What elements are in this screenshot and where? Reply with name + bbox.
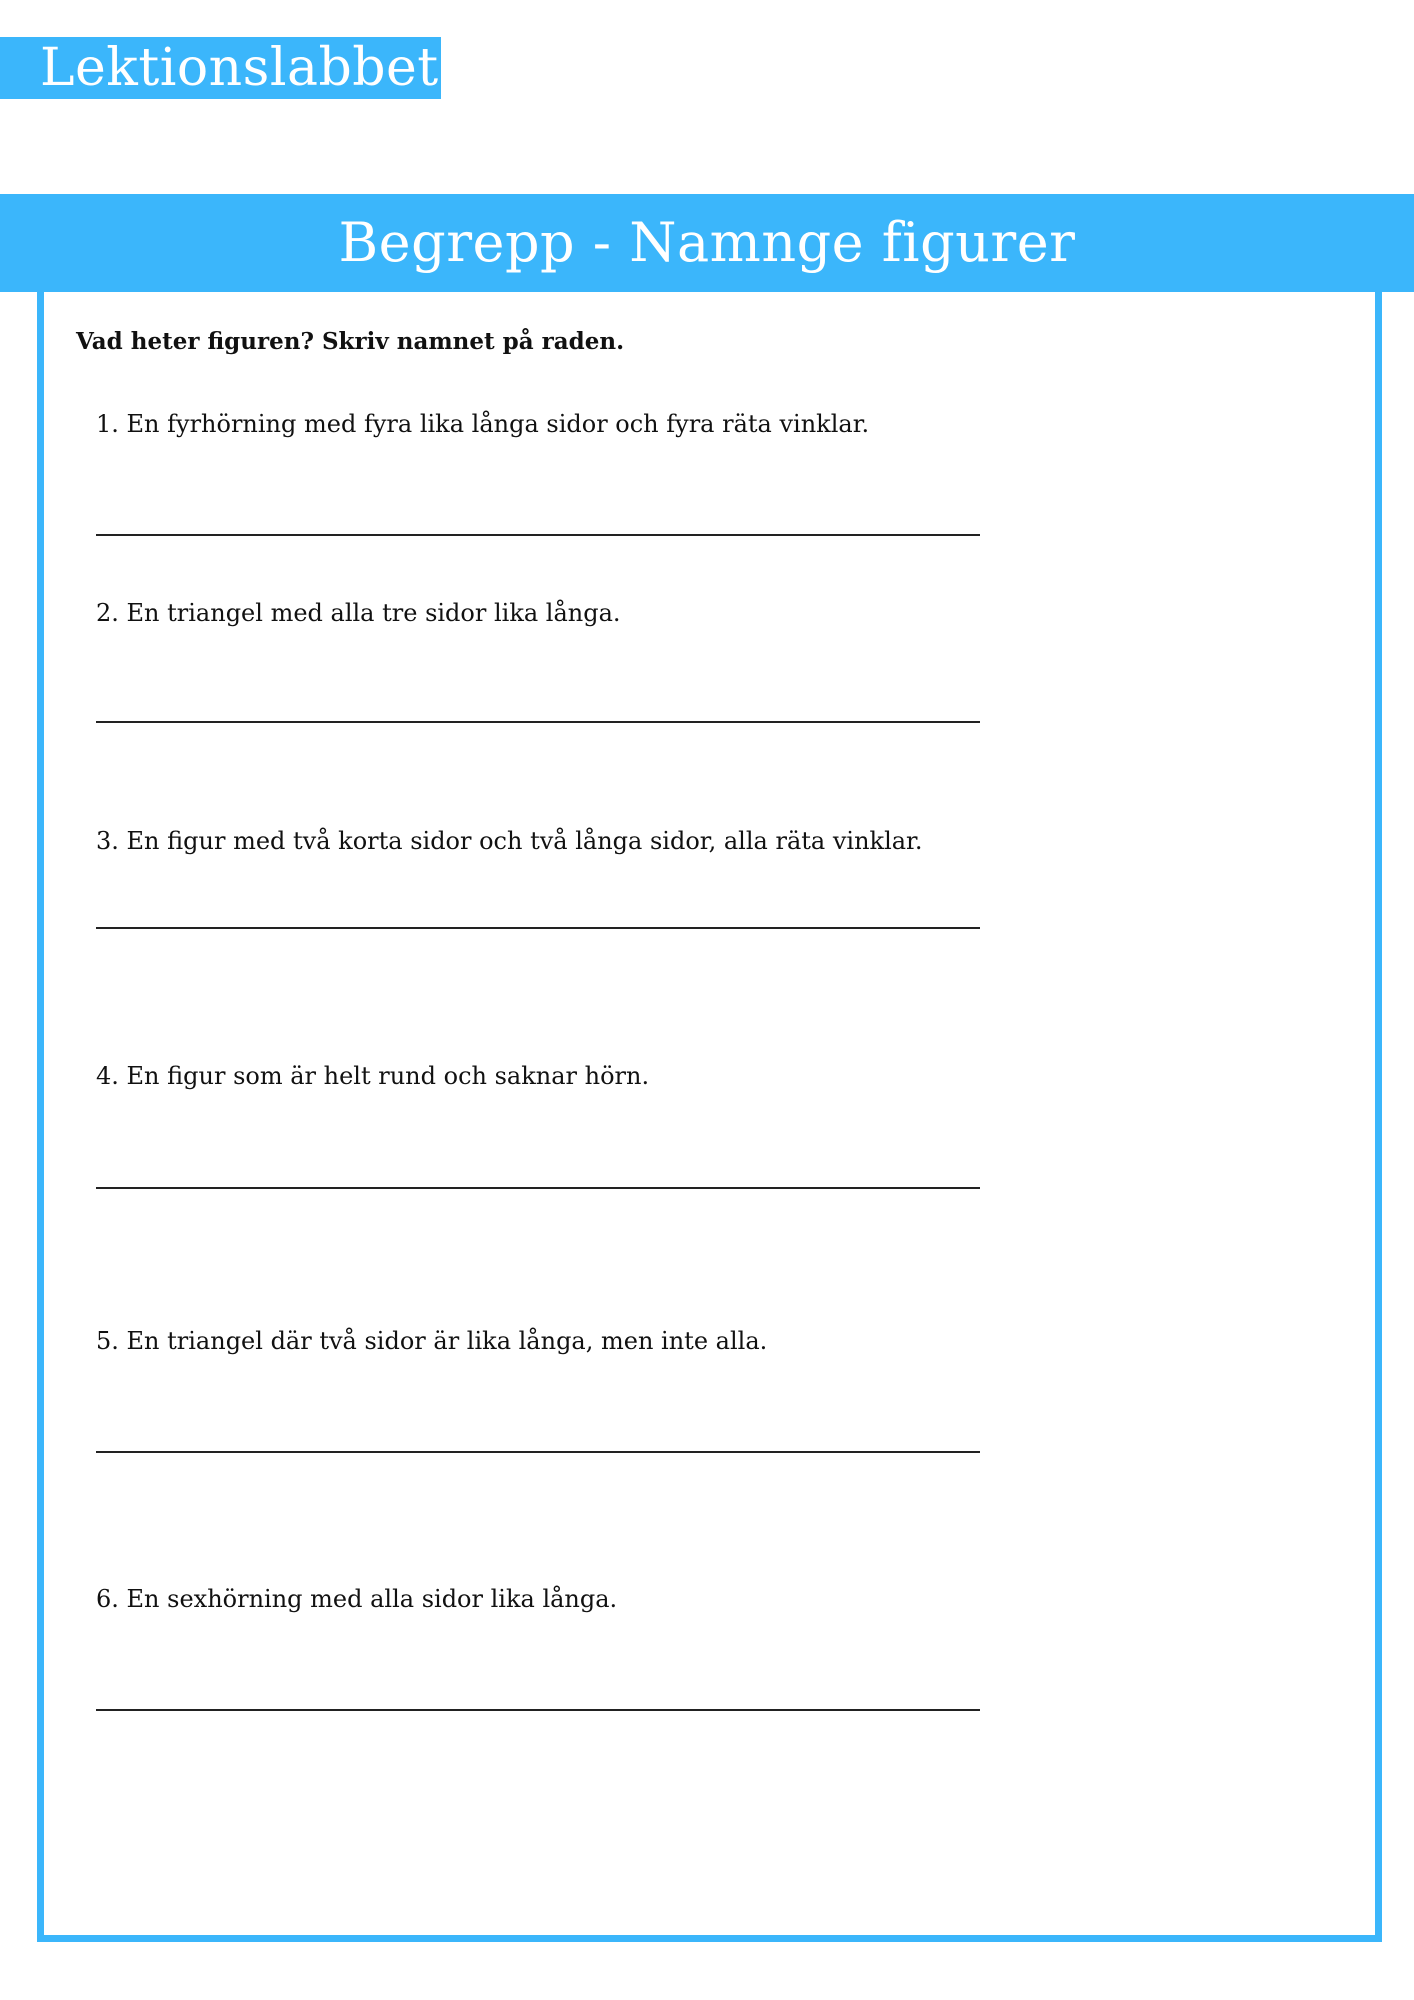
answer-line-2[interactable] xyxy=(96,721,980,723)
instruction-text: Vad heter figuren? Skriv namnet på raden. xyxy=(76,328,625,355)
answer-line-1[interactable] xyxy=(96,534,980,536)
question-2: 2. En triangel med alla tre sidor lika långa. xyxy=(96,599,621,627)
page-title: Begrepp - Namnge figurer xyxy=(0,194,1414,292)
answer-line-3[interactable] xyxy=(96,927,980,929)
answer-line-5[interactable] xyxy=(96,1451,980,1453)
answer-line-6[interactable] xyxy=(96,1709,980,1711)
brand-logo: Lektionslabbet xyxy=(0,37,441,99)
question-4: 4. En figur som är helt rund och saknar hörn. xyxy=(96,1062,650,1090)
question-1: 1. En fyrhörning med fyra lika långa sidor och fyra räta vinklar. xyxy=(96,410,870,438)
question-5: 5. En triangel där två sidor är lika långa, men inte alla. xyxy=(96,1327,768,1355)
question-6: 6. En sexhörning med alla sidor lika långa. xyxy=(96,1585,618,1613)
question-3: 3. En figur med två korta sidor och två långa sidor, alla räta vinklar. xyxy=(96,827,923,855)
answer-line-4[interactable] xyxy=(96,1187,980,1189)
worksheet-frame xyxy=(37,292,1382,1942)
